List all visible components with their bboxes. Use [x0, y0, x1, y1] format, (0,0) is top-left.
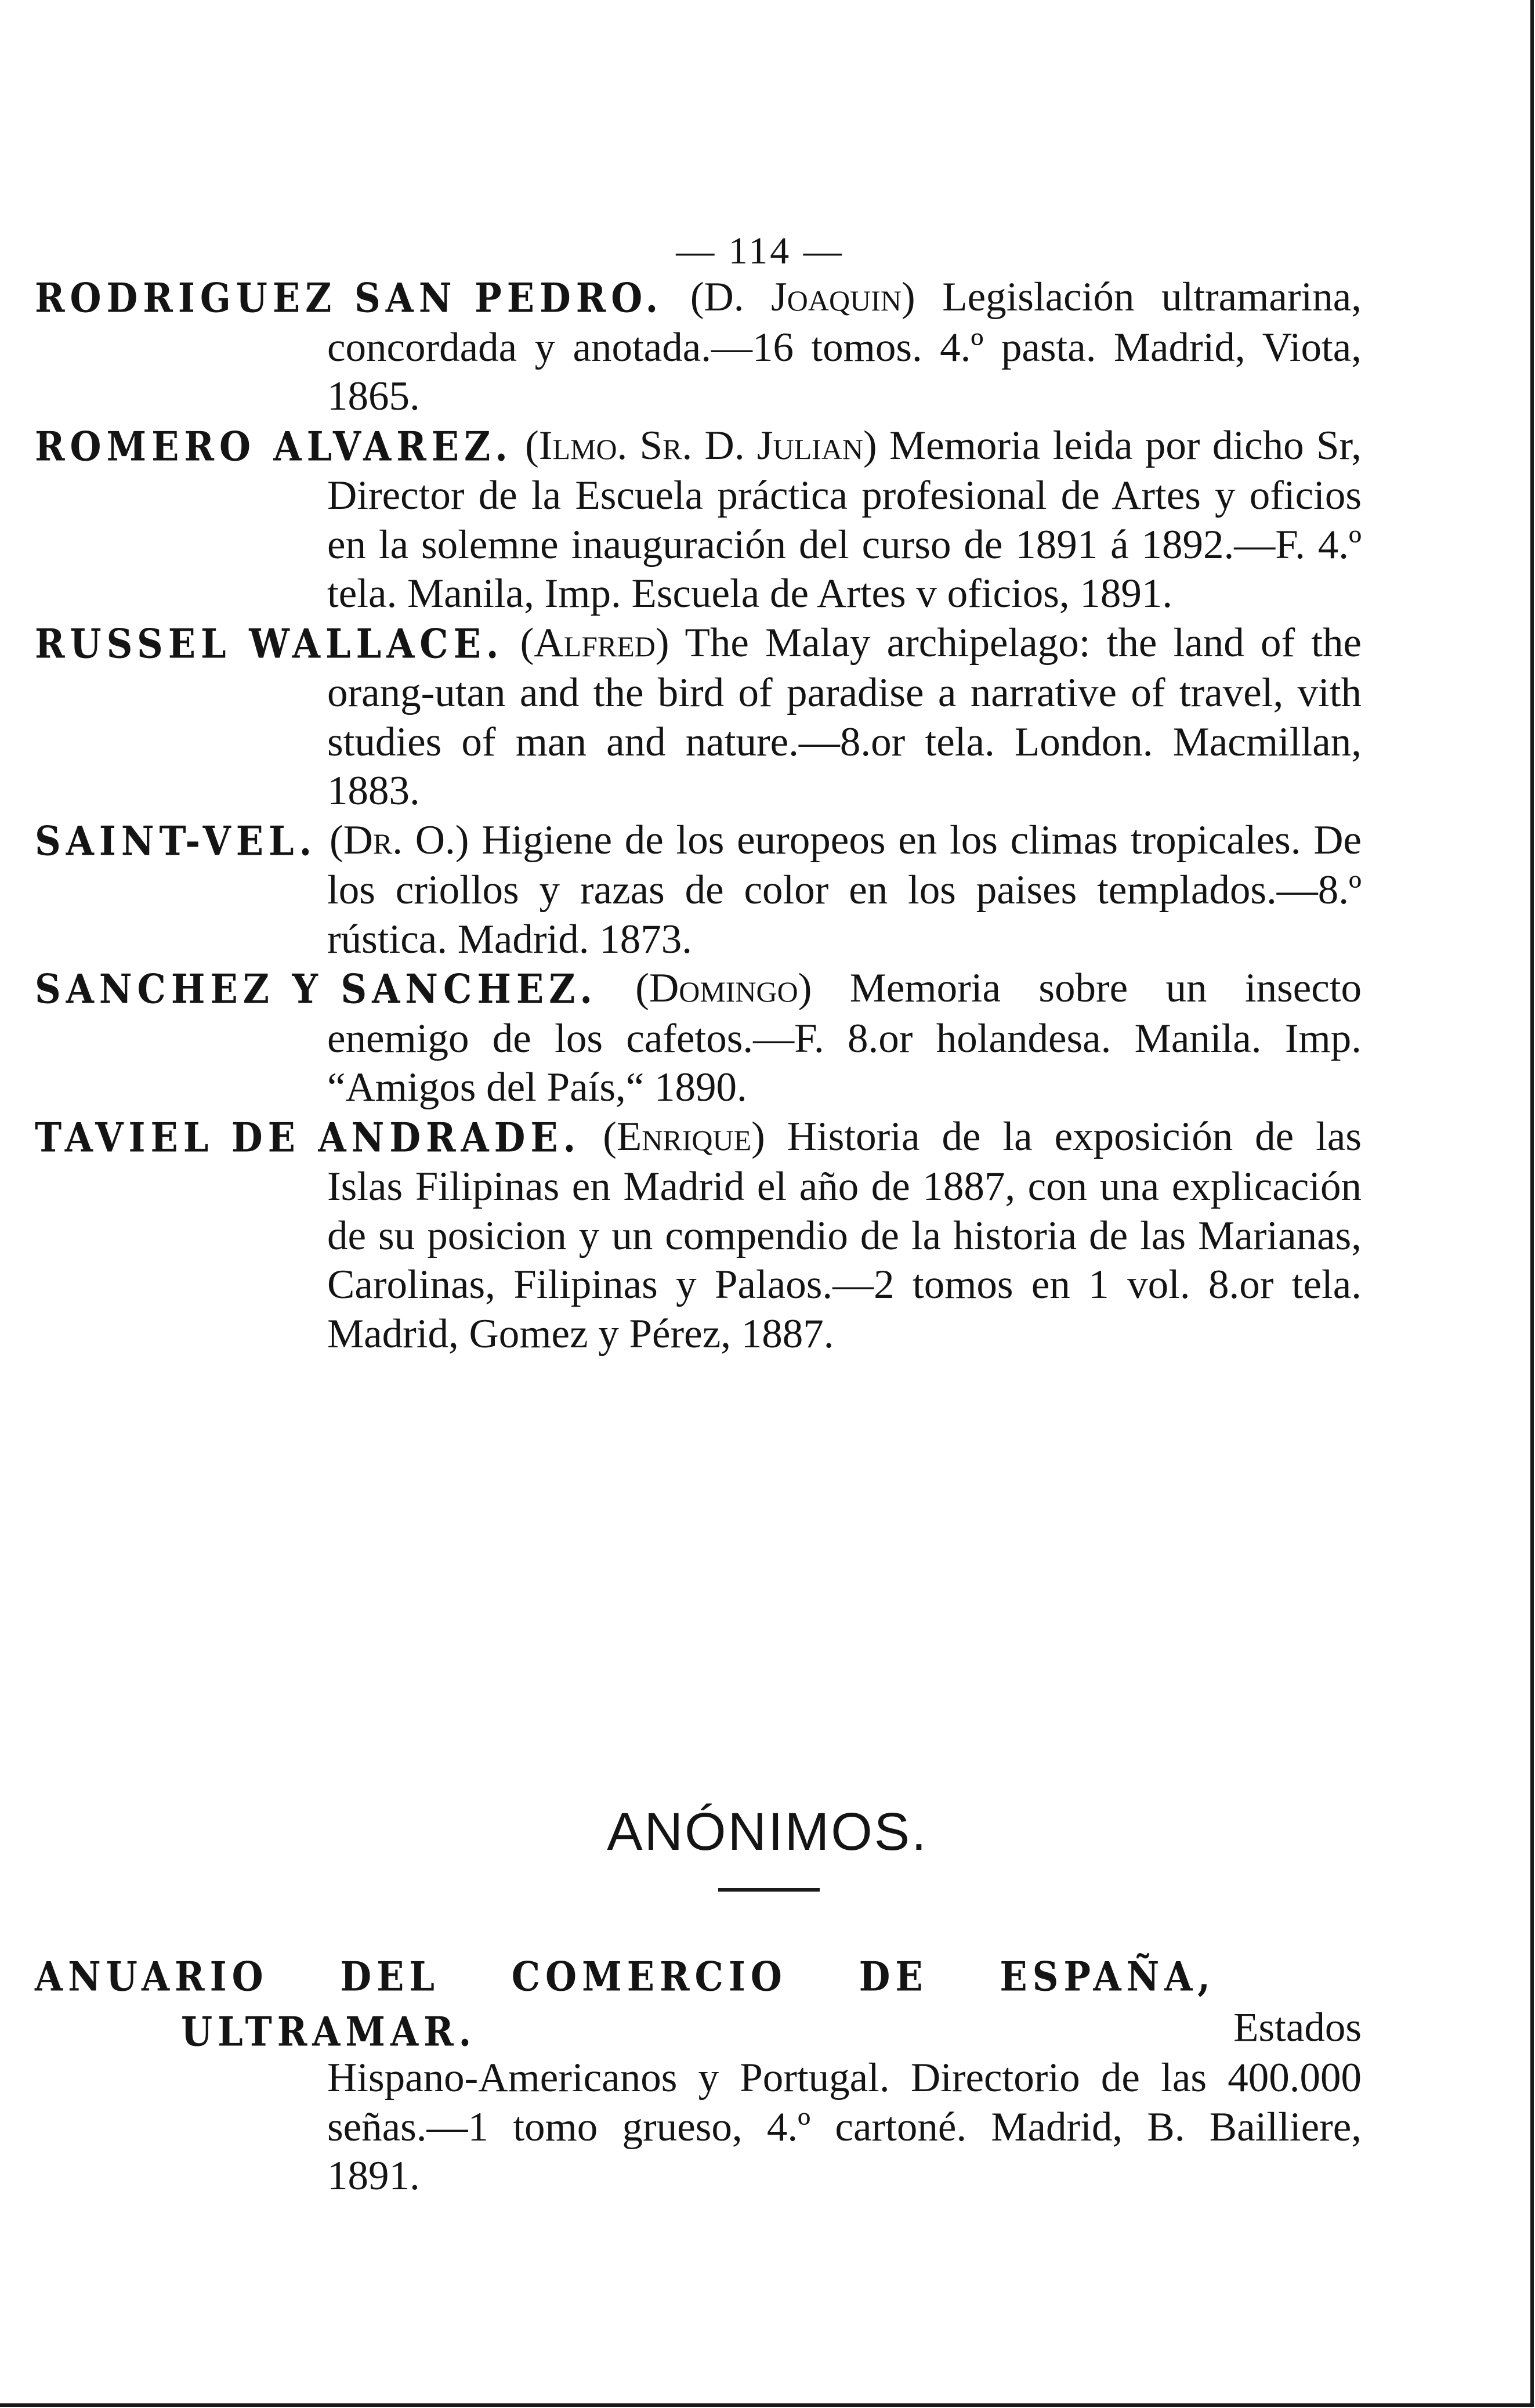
section-title: ANÓNIMOS.	[607, 1802, 928, 1861]
entry-name-prefix: (D.	[690, 274, 772, 320]
entry-author: SANCHEZ Y SANCHEZ.	[35, 965, 598, 1013]
entry-given-name: Enrique	[616, 1113, 752, 1159]
entry-author: RUSSEL WALLACE.	[35, 620, 504, 667]
bibliography-entry	[35, 421, 1362, 619]
bibliography-entry	[35, 273, 1362, 421]
entry-text: The Malay archipelago: the land of the orang-utan and the bird of paradise a narrative of travel, vith studies of man and nature.—8.or tela. London. Macmillan, 1883.	[327, 620, 1362, 813]
author-entries	[35, 273, 1362, 1358]
entry-name-prefix: (	[635, 966, 649, 1011]
entry-given-name: Joaquin	[771, 274, 902, 320]
bibliography-entry	[35, 816, 1362, 964]
entry-name-prefix: (	[525, 422, 539, 468]
entry-author: RODRIGUEZ SAN PEDRO.	[35, 274, 664, 322]
entry-author: SAINT-VEL.	[35, 817, 317, 865]
entry-title: ANUARIO DEL COMERCIO DE ESPAÑA, ULTRAMAR.	[35, 1953, 1215, 2055]
entry-author: TAVIEL DE ANDRADE.	[35, 1113, 581, 1161]
entry-name-suffix: )	[901, 274, 915, 320]
entry-name-suffix: )	[655, 620, 669, 666]
entry-text: Historia de la exposición de las Islas Filipinas en Madrid el año de 1887, con una explicación de su posicion y un compendio de la historia de las Marianas, Carolinas, Filipinas y Palaos.—2 tomos en 1 vol. 8.or tela. Madrid, Gomez y Pérez, 1887.	[327, 1113, 1362, 1357]
entry-text: Memoria sobre un insecto enemigo de los cafetos.—F. 8.or holandesa. Manila. Imp. “Amigos del País,“ 1890.	[327, 966, 1362, 1110]
entry-given-name: Dr.	[343, 817, 403, 863]
bibliography-entry	[35, 1953, 1362, 2201]
entry-author: ROMERO ALVAREZ.	[35, 422, 513, 470]
entry-given-name: Alfred	[534, 620, 656, 666]
entry-name-suffix: )	[751, 1113, 765, 1159]
entry-name-suffix: )	[863, 422, 877, 468]
entry-text: Legislación ultramarina, concordada y anotada.—16 tomos. 4.º pasta. Madrid, Viota, 1865.	[327, 274, 1362, 419]
entry-text: Estados Hispano-Americanos y Portugal. Directorio de las 400.000 señas.—1 tomo grueso, 4.º cartoné. Madrid, B. Bailliere, 1891.	[327, 2005, 1362, 2199]
section-rule	[718, 1888, 820, 1892]
page-number: — 114 —	[676, 230, 844, 272]
entry-given-name: Domingo	[649, 966, 798, 1011]
entry-text: Higiene de los europeos en los climas tropicales. De los criollos y razas de color en los paises templados.—8.º rústica. Madrid. 1873.	[327, 817, 1362, 962]
entry-given-name: Ilmo. Sr. D. Julian	[538, 422, 864, 468]
bibliography-entry	[35, 964, 1362, 1112]
entry-name-suffix: )	[798, 966, 812, 1011]
bibliography-entry	[35, 619, 1362, 816]
bibliography-entry	[35, 1112, 1362, 1359]
entry-name-prefix: (	[329, 817, 343, 863]
entry-name-prefix: (	[603, 1113, 617, 1159]
anonymous-entries	[35, 1953, 1362, 2201]
entry-name-suffix: O.)	[403, 817, 469, 863]
entry-text: Memoria leida por dicho Sr, Director de la Escuela práctica profesional de Artes y oficios en la solemne inauguración del curso de 1891 á 1892.—F. 4.º tela. Manila, Imp. Escuela de Artes v oficios, 1891.	[327, 422, 1362, 616]
entry-name-prefix: (	[520, 620, 534, 666]
